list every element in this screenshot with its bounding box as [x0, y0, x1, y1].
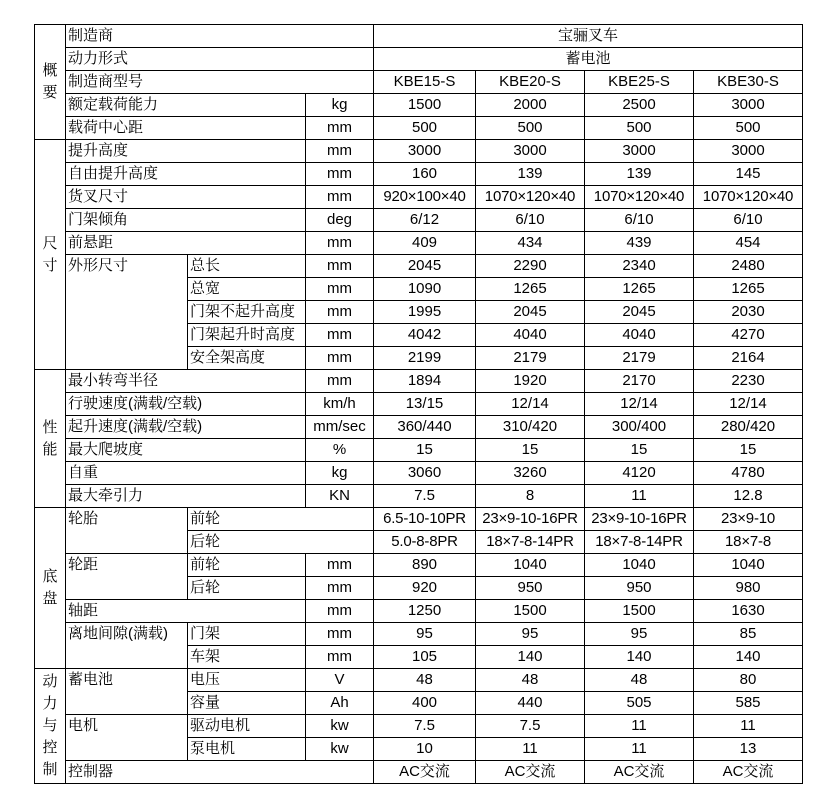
- row-label: 前悬距: [66, 232, 306, 255]
- model-cell: KBE30-S: [694, 71, 803, 94]
- row-label: 自重: [66, 462, 306, 485]
- row-lift-height: [35, 140, 803, 163]
- unit-cell: mm: [306, 301, 374, 324]
- unit-cell: mm: [306, 186, 374, 209]
- value-cell: 3000: [374, 140, 476, 163]
- row-label: 动力形式: [66, 48, 374, 71]
- row-label: 制造商: [66, 25, 374, 48]
- value-cell: 13/15: [374, 393, 476, 416]
- unit-cell: kg: [306, 462, 374, 485]
- value-cell: 18×7-8: [694, 531, 803, 554]
- section-overview: 概 要: [35, 25, 66, 140]
- row-front-overhang: [35, 232, 803, 255]
- unit-cell: mm: [306, 117, 374, 140]
- value-cell: 4042: [374, 324, 476, 347]
- value-cell: 500: [476, 117, 585, 140]
- value-cell: 5.0-8-8PR: [374, 531, 476, 554]
- unit-cell: Ah: [306, 692, 374, 715]
- value-cell: 11: [585, 485, 694, 508]
- value-cell: 6/10: [694, 209, 803, 232]
- row-fork-size: [35, 186, 803, 209]
- row-overall-length: [35, 255, 803, 278]
- row-tire-front: [35, 508, 803, 531]
- sub-label: 门架: [188, 623, 306, 646]
- value-cell: 11: [476, 738, 585, 761]
- value-cell: 439: [585, 232, 694, 255]
- row-label: 外形尺寸: [66, 255, 188, 370]
- value-cell: 950: [585, 577, 694, 600]
- sub-label: 总宽: [188, 278, 306, 301]
- row-label: 控制器: [66, 761, 374, 784]
- row-label: 额定载荷能力: [66, 94, 306, 117]
- value-cell: 3000: [694, 94, 803, 117]
- value-cell: 585: [694, 692, 803, 715]
- value-cell: 1040: [585, 554, 694, 577]
- unit-cell: mm: [306, 232, 374, 255]
- row-label: 货叉尺寸: [66, 186, 306, 209]
- row-label: 蓄电池: [66, 669, 188, 715]
- model-cell: KBE20-S: [476, 71, 585, 94]
- value-cell: 80: [694, 669, 803, 692]
- section-dimensions: 尺 寸: [35, 140, 66, 370]
- row-label: 起升速度(满载/空载): [66, 416, 306, 439]
- value-cell: 1500: [374, 94, 476, 117]
- value-cell: 95: [476, 623, 585, 646]
- value-cell: 48: [585, 669, 694, 692]
- value-cell: 95: [374, 623, 476, 646]
- unit-cell: mm: [306, 646, 374, 669]
- row-rated-load: [35, 94, 803, 117]
- value-cell: 890: [374, 554, 476, 577]
- row-clearance-mast: [35, 623, 803, 646]
- value-cell: 1894: [374, 370, 476, 393]
- sub-label: 总长: [188, 255, 306, 278]
- sub-label: 驱动电机: [188, 715, 306, 738]
- unit-cell: mm: [306, 278, 374, 301]
- value-cell: 15: [476, 439, 585, 462]
- value-cell: 23×9-10-16PR: [476, 508, 585, 531]
- sub-label: 门架起升时高度: [188, 324, 306, 347]
- value-cell: AC交流: [374, 761, 476, 784]
- value-cell: 7.5: [476, 715, 585, 738]
- sub-label: 门架不起升高度: [188, 301, 306, 324]
- value-cell: 6/10: [476, 209, 585, 232]
- value-cell: 6/10: [585, 209, 694, 232]
- value-cell: 500: [374, 117, 476, 140]
- unit-cell: mm: [306, 600, 374, 623]
- value-cell: 48: [374, 669, 476, 692]
- row-gradeability: [35, 439, 803, 462]
- section-performance: 性 能: [35, 370, 66, 508]
- value-cell: 2045: [374, 255, 476, 278]
- value-cell: 3000: [585, 140, 694, 163]
- sub-label: 前轮: [188, 554, 306, 577]
- unit-cell: %: [306, 439, 374, 462]
- row-drive-motor: [35, 715, 803, 738]
- unit-cell: km/h: [306, 393, 374, 416]
- value-cell: 15: [374, 439, 476, 462]
- unit-cell: mm/sec: [306, 416, 374, 439]
- value-cell: 1090: [374, 278, 476, 301]
- value-cell: 4040: [476, 324, 585, 347]
- manufacturer-value: 宝骊叉车: [374, 25, 803, 48]
- value-cell: 500: [585, 117, 694, 140]
- unit-cell: kw: [306, 738, 374, 761]
- row-wheelbase: [35, 600, 803, 623]
- value-cell: 1920: [476, 370, 585, 393]
- value-cell: 2030: [694, 301, 803, 324]
- value-cell: 454: [694, 232, 803, 255]
- row-controller: [35, 761, 803, 784]
- value-cell: 145: [694, 163, 803, 186]
- row-label: 行驶速度(满载/空载): [66, 393, 306, 416]
- value-cell: 3000: [694, 140, 803, 163]
- value-cell: 1265: [585, 278, 694, 301]
- row-mast-tilt: [35, 209, 803, 232]
- unit-cell: mm: [306, 554, 374, 577]
- value-cell: 6.5-10-10PR: [374, 508, 476, 531]
- value-cell: 500: [694, 117, 803, 140]
- row-drawbar-pull: [35, 485, 803, 508]
- value-cell: 3260: [476, 462, 585, 485]
- unit-cell: mm: [306, 370, 374, 393]
- value-cell: 920: [374, 577, 476, 600]
- value-cell: 4780: [694, 462, 803, 485]
- value-cell: 1250: [374, 600, 476, 623]
- value-cell: AC交流: [694, 761, 803, 784]
- value-cell: 1500: [476, 600, 585, 623]
- model-cell: KBE25-S: [585, 71, 694, 94]
- unit-cell: deg: [306, 209, 374, 232]
- row-label: 最大牵引力: [66, 485, 306, 508]
- value-cell: 2340: [585, 255, 694, 278]
- value-cell: 310/420: [476, 416, 585, 439]
- unit-cell: mm: [306, 324, 374, 347]
- value-cell: 140: [694, 646, 803, 669]
- value-cell: 1070×120×40: [476, 186, 585, 209]
- unit-cell: kg: [306, 94, 374, 117]
- value-cell: 15: [585, 439, 694, 462]
- value-cell: 18×7-8-14PR: [585, 531, 694, 554]
- row-label: 离地间隙(满载): [66, 623, 188, 669]
- sub-label: 车架: [188, 646, 306, 669]
- row-label: 轮距: [66, 554, 188, 600]
- row-manufacturer: [35, 25, 803, 48]
- value-cell: 139: [476, 163, 585, 186]
- value-cell: 11: [585, 715, 694, 738]
- value-cell: 1265: [694, 278, 803, 301]
- value-cell: 2045: [476, 301, 585, 324]
- row-label: 电机: [66, 715, 188, 761]
- sub-label: 后轮: [188, 577, 306, 600]
- row-lift-speed: [35, 416, 803, 439]
- value-cell: 950: [476, 577, 585, 600]
- row-battery-voltage: [35, 669, 803, 692]
- value-cell: 280/420: [694, 416, 803, 439]
- value-cell: 140: [476, 646, 585, 669]
- row-label: 最小转弯半径: [66, 370, 306, 393]
- value-cell: 2000: [476, 94, 585, 117]
- value-cell: 12/14: [476, 393, 585, 416]
- value-cell: 105: [374, 646, 476, 669]
- row-label: 轴距: [66, 600, 306, 623]
- value-cell: 2290: [476, 255, 585, 278]
- value-cell: 160: [374, 163, 476, 186]
- row-load-center: [35, 117, 803, 140]
- row-label: 提升高度: [66, 140, 306, 163]
- sub-label: 前轮: [188, 508, 374, 531]
- value-cell: 1070×120×40: [585, 186, 694, 209]
- row-label: 载荷中心距: [66, 117, 306, 140]
- value-cell: 2179: [476, 347, 585, 370]
- value-cell: 2179: [585, 347, 694, 370]
- value-cell: 18×7-8-14PR: [476, 531, 585, 554]
- value-cell: 23×9-10-16PR: [585, 508, 694, 531]
- value-cell: 3000: [476, 140, 585, 163]
- value-cell: 360/440: [374, 416, 476, 439]
- value-cell: 4270: [694, 324, 803, 347]
- unit-cell: mm: [306, 163, 374, 186]
- value-cell: 2199: [374, 347, 476, 370]
- row-power-type: [35, 48, 803, 71]
- section-power-control: 动 力 与 控 制: [35, 669, 66, 784]
- unit-cell: mm: [306, 255, 374, 278]
- value-cell: 409: [374, 232, 476, 255]
- value-cell: 23×9-10: [694, 508, 803, 531]
- value-cell: 11: [585, 738, 694, 761]
- value-cell: 13: [694, 738, 803, 761]
- value-cell: 920×100×40: [374, 186, 476, 209]
- value-cell: 1265: [476, 278, 585, 301]
- value-cell: 2045: [585, 301, 694, 324]
- row-label: 轮胎: [66, 508, 188, 554]
- value-cell: 1040: [694, 554, 803, 577]
- section-chassis: 底 盘: [35, 508, 66, 669]
- value-cell: 1995: [374, 301, 476, 324]
- unit-cell: V: [306, 669, 374, 692]
- power-type-value: 蓄电池: [374, 48, 803, 71]
- sub-label: 后轮: [188, 531, 374, 554]
- unit-cell: mm: [306, 347, 374, 370]
- value-cell: 95: [585, 623, 694, 646]
- sub-label: 泵电机: [188, 738, 306, 761]
- value-cell: 2500: [585, 94, 694, 117]
- row-weight: [35, 462, 803, 485]
- value-cell: 2164: [694, 347, 803, 370]
- unit-cell: kw: [306, 715, 374, 738]
- value-cell: 1630: [694, 600, 803, 623]
- value-cell: 3060: [374, 462, 476, 485]
- value-cell: 400: [374, 692, 476, 715]
- value-cell: 2230: [694, 370, 803, 393]
- row-free-lift: [35, 163, 803, 186]
- value-cell: 2170: [585, 370, 694, 393]
- unit-cell: mm: [306, 577, 374, 600]
- value-cell: 4120: [585, 462, 694, 485]
- unit-cell: KN: [306, 485, 374, 508]
- row-label: 制造商型号: [66, 71, 374, 94]
- value-cell: 48: [476, 669, 585, 692]
- value-cell: 11: [694, 715, 803, 738]
- value-cell: 7.5: [374, 485, 476, 508]
- value-cell: AC交流: [476, 761, 585, 784]
- value-cell: 440: [476, 692, 585, 715]
- unit-cell: mm: [306, 623, 374, 646]
- value-cell: 300/400: [585, 416, 694, 439]
- row-label: 最大爬坡度: [66, 439, 306, 462]
- value-cell: 2480: [694, 255, 803, 278]
- value-cell: 140: [585, 646, 694, 669]
- value-cell: 6/12: [374, 209, 476, 232]
- value-cell: 434: [476, 232, 585, 255]
- unit-cell: mm: [306, 140, 374, 163]
- value-cell: 12/14: [585, 393, 694, 416]
- value-cell: 12.8: [694, 485, 803, 508]
- row-tread-front: [35, 554, 803, 577]
- row-label: 自由提升高度: [66, 163, 306, 186]
- sub-label: 容量: [188, 692, 306, 715]
- spec-table: [34, 24, 803, 784]
- value-cell: 1500: [585, 600, 694, 623]
- value-cell: 4040: [585, 324, 694, 347]
- model-cell: KBE15-S: [374, 71, 476, 94]
- sub-label: 电压: [188, 669, 306, 692]
- value-cell: 10: [374, 738, 476, 761]
- value-cell: 1040: [476, 554, 585, 577]
- row-label: 门架倾角: [66, 209, 306, 232]
- value-cell: 8: [476, 485, 585, 508]
- value-cell: 12/14: [694, 393, 803, 416]
- value-cell: AC交流: [585, 761, 694, 784]
- row-model: [35, 71, 803, 94]
- value-cell: 980: [694, 577, 803, 600]
- row-turning-radius: [35, 370, 803, 393]
- value-cell: 1070×120×40: [694, 186, 803, 209]
- value-cell: 85: [694, 623, 803, 646]
- value-cell: 505: [585, 692, 694, 715]
- value-cell: 139: [585, 163, 694, 186]
- row-travel-speed: [35, 393, 803, 416]
- value-cell: 15: [694, 439, 803, 462]
- sub-label: 安全架高度: [188, 347, 306, 370]
- value-cell: 7.5: [374, 715, 476, 738]
